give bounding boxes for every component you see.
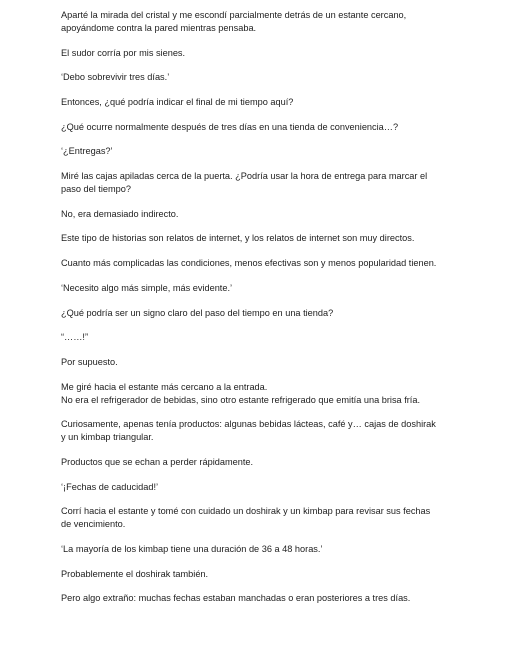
paragraph-17: Productos que se echan a perder rápidamente. [61,456,254,467]
paragraph-12: ¿Qué podría ser un signo claro del paso del tiempo en una tienda? [61,307,334,318]
paragraph-2: El sudor corría por mis sienes. [61,47,186,58]
paragraph-22: Pero algo extraño: muchas fechas estaban manchadas o eran posteriores a tres días. [61,593,411,604]
paragraph-16: Curiosamente, apenas tenía productos: algunas bebidas lácteas, café y… cajas de doshirak y un kimbap triangular. [61,419,436,443]
paragraph-4: Entonces, ¿qué podría indicar el final de mi tiempo aquí? [61,97,294,108]
paragraph-21: Probablemente el doshirak también. [61,568,209,579]
paragraph-9: Este tipo de historias son relatos de internet, y los relatos de internet son muy directos. [61,233,415,244]
paragraph-6: ‘¿Entregas?’ [61,146,113,157]
paragraph-11: ‘Necesito algo más simple, más evidente.’ [61,282,233,293]
paragraph-15: Me giré hacia el estante más cercano a la entrada. No era el refrigerador de bebidas, sino otro estante refrigerado que emitía una brisa fría. [61,381,421,405]
paragraph-10: Cuanto más complicadas las condiciones, menos efectivas son y menos popularidad tienen. [61,258,437,269]
paragraph-1: Aparté la mirada del cristal y me escondí parcialmente detrás de un estante cercano, apoyándome contra la pared mientras pensaba. [61,10,407,33]
paragraph-18: ‘¡Fechas de caducidad!’ [61,481,159,492]
paragraph-19: Corrí hacia el estante y tomé con cuidado un doshirak y un kimbap para revisar sus fechas de vencimiento. [61,506,431,530]
paragraph-3: ‘Debo sobrevivir tres días.’ [61,72,170,83]
paragraph-20: ‘La mayoría de los kimbap tiene una duración de 36 a 48 horas.’ [61,543,323,554]
paragraph-14: Por supuesto. [61,356,118,367]
paragraph-13: “……!” [61,332,89,343]
document-page [61,0,481,617]
paragraph-5: ¿Qué ocurre normalmente después de tres días en una tienda de conveniencia…? [61,121,399,132]
paragraph-7: Miré las cajas apiladas cerca de la puerta. ¿Podría usar la hora de entrega para marcar el paso del tiempo? [61,171,428,195]
paragraph-8: No, era demasiado indirecto. [61,208,179,219]
